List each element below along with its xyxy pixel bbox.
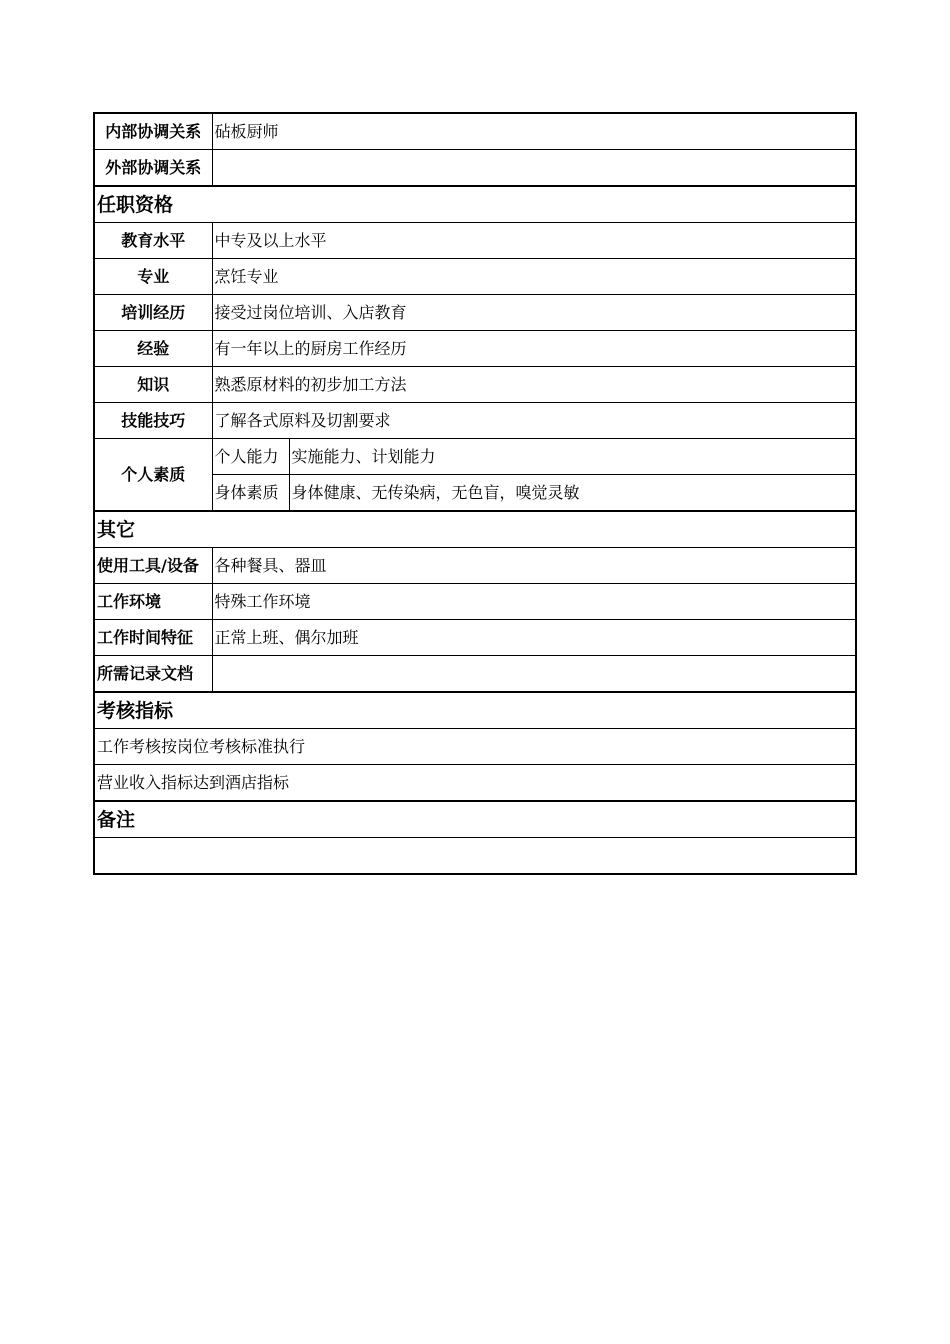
tools-row <box>94 548 856 584</box>
external-coordination-value <box>212 150 856 187</box>
tools-value: 各种餐具、器皿 <box>212 548 856 584</box>
personal-quality-label: 个人素质 <box>94 439 212 512</box>
major-value: 烹饪专业 <box>212 259 856 295</box>
remarks-value <box>94 838 856 875</box>
knowledge-label: 知识 <box>94 367 212 403</box>
experience-value: 有一年以上的厨房工作经历 <box>212 331 856 367</box>
qualifications-heading: 任职资格 <box>94 186 856 223</box>
major-row <box>94 259 856 295</box>
assessment-item: 营业收入指标达到酒店指标 <box>94 765 856 802</box>
internal-coordination-row <box>94 113 856 150</box>
ability-label: 个人能力 <box>212 439 289 475</box>
records-label: 所需记录文档 <box>94 656 212 693</box>
experience-row <box>94 331 856 367</box>
environment-label: 工作环境 <box>94 584 212 620</box>
education-value: 中专及以上水平 <box>212 223 856 259</box>
assessment-item-row <box>94 729 856 765</box>
worktime-row <box>94 620 856 656</box>
qualifications-section-row <box>94 186 856 223</box>
ability-value: 实施能力、计划能力 <box>289 439 856 475</box>
knowledge-value: 熟悉原材料的初步加工方法 <box>212 367 856 403</box>
assessment-item: 工作考核按岗位考核标准执行 <box>94 729 856 765</box>
education-row <box>94 223 856 259</box>
assessment-heading: 考核指标 <box>94 692 856 729</box>
remarks-section-row <box>94 801 856 838</box>
internal-coordination-value: 砧板厨师 <box>212 113 856 150</box>
job-description-table <box>93 112 857 875</box>
personal-ability-row <box>94 439 856 475</box>
other-section-row <box>94 511 856 548</box>
physical-label: 身体素质 <box>212 475 289 512</box>
assessment-section-row <box>94 692 856 729</box>
assessment-item-row <box>94 765 856 802</box>
education-label: 教育水平 <box>94 223 212 259</box>
skills-value: 了解各式原料及切割要求 <box>212 403 856 439</box>
records-value <box>212 656 856 693</box>
skills-row <box>94 403 856 439</box>
remarks-row <box>94 838 856 875</box>
remarks-heading: 备注 <box>94 801 856 838</box>
external-coordination-row <box>94 150 856 187</box>
training-value: 接受过岗位培训、入店教育 <box>212 295 856 331</box>
physical-value: 身体健康、无传染病，无色盲，嗅觉灵敏 <box>289 475 856 512</box>
skills-label: 技能技巧 <box>94 403 212 439</box>
worktime-value: 正常上班、偶尔加班 <box>212 620 856 656</box>
environment-row <box>94 584 856 620</box>
other-heading: 其它 <box>94 511 856 548</box>
experience-label: 经验 <box>94 331 212 367</box>
tools-label: 使用工具/设备 <box>94 548 212 584</box>
major-label: 专业 <box>94 259 212 295</box>
worktime-label: 工作时间特征 <box>94 620 212 656</box>
training-row <box>94 295 856 331</box>
internal-coordination-label: 内部协调关系 <box>94 113 212 150</box>
environment-value: 特殊工作环境 <box>212 584 856 620</box>
records-row <box>94 656 856 693</box>
knowledge-row <box>94 367 856 403</box>
training-label: 培训经历 <box>94 295 212 331</box>
external-coordination-label: 外部协调关系 <box>94 150 212 187</box>
